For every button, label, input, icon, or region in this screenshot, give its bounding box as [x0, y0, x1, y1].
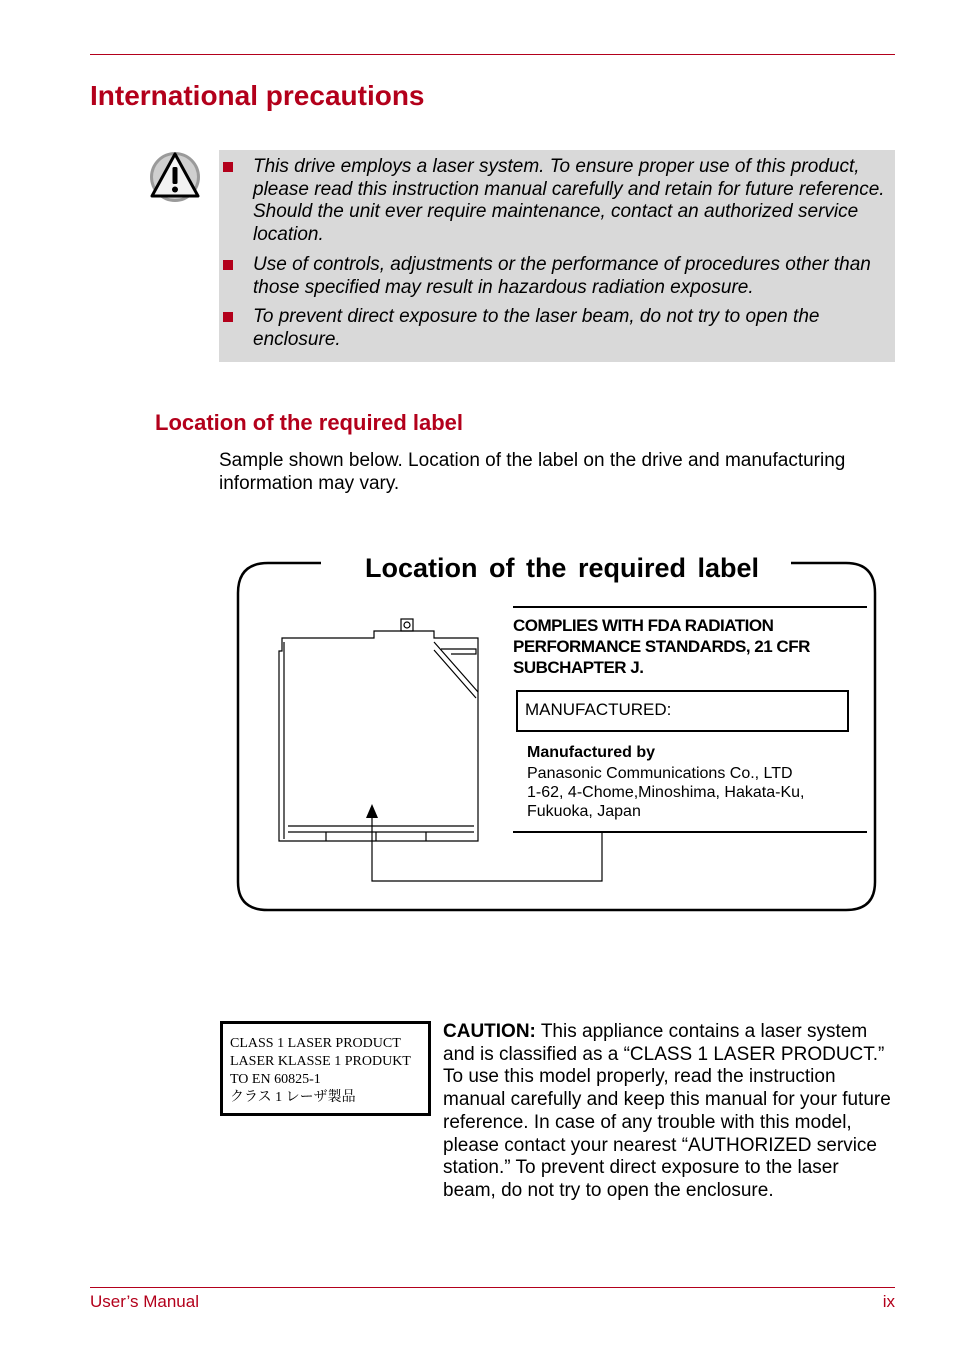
square-bullet-icon [223, 260, 233, 270]
intro-paragraph: Sample shown below. Location of the label on the drive and manufacturing information may vary. [219, 450, 846, 494]
warning-text: To prevent direct exposure to the laser beam, do not try to open the enclosure. [253, 306, 820, 350]
footer-manual-name: User’s Manual [90, 1292, 199, 1311]
caution-paragraph [443, 1021, 893, 1203]
caution-text: This appliance contains a laser system and is classified as a “CLASS 1 LASER PRODUCT.” To use this model properly, read the instruction manual carefully and keep this manual for your future reference. In case of any trouble with this model, please contact your nearest “AUTHORIZED service station.” To prevent direct exposure to the laser beam, do not try to open the enclosure. [443, 1021, 891, 1201]
laser-label-line: クラス 1 レーザ製品 [230, 1090, 356, 1105]
footer-rule [90, 1287, 895, 1288]
warning-text: This drive employs a laser system. To ensure proper use of this product, please read this instruction manual carefully and retain for future reference. Should the unit ever require maintenance, contact an authorized service location. [253, 156, 885, 245]
warning-box [219, 150, 895, 362]
laser-class-label [220, 1021, 431, 1116]
square-bullet-icon [223, 162, 233, 172]
laser-label-line: TO EN 60825-1 [230, 1072, 321, 1087]
warning-text: Use of controls, adjustments or the performance of procedures other than those specified may result in hazardous radiation exposure. [253, 254, 871, 298]
compliance-line: PERFORMANCE STANDARDS, 21 CFR [513, 637, 810, 656]
manufactured-field: MANUFACTURED: [525, 700, 672, 719]
compliance-line: COMPLIES WITH FDA RADIATION [513, 616, 774, 635]
label-location-diagram [236, 552, 878, 914]
diagram-title: Location of the required label [364, 553, 760, 583]
warning-triangle-icon [148, 150, 202, 204]
section-heading: Location of the required label [155, 410, 464, 435]
laser-label-line: LASER KLASSE 1 PRODUKT [230, 1054, 411, 1069]
header-rule [90, 54, 895, 55]
square-bullet-icon [223, 312, 233, 322]
address-line: 1-62, 4-Chome,Minoshima, Hakata-Ku, [527, 784, 805, 801]
address-line: Fukuoka, Japan [527, 803, 641, 820]
page-title: International precautions [90, 80, 425, 111]
address-line: Panasonic Communications Co., LTD [527, 765, 793, 782]
drive-illustration [279, 619, 478, 841]
footer-page-number: ix [882, 1292, 895, 1311]
laser-label-line: CLASS 1 LASER PRODUCT [230, 1036, 401, 1051]
manufactured-by: Manufactured by [527, 744, 656, 761]
compliance-line: SUBCHAPTER J. [513, 658, 644, 677]
caution-label: CAUTION: [443, 1021, 536, 1042]
